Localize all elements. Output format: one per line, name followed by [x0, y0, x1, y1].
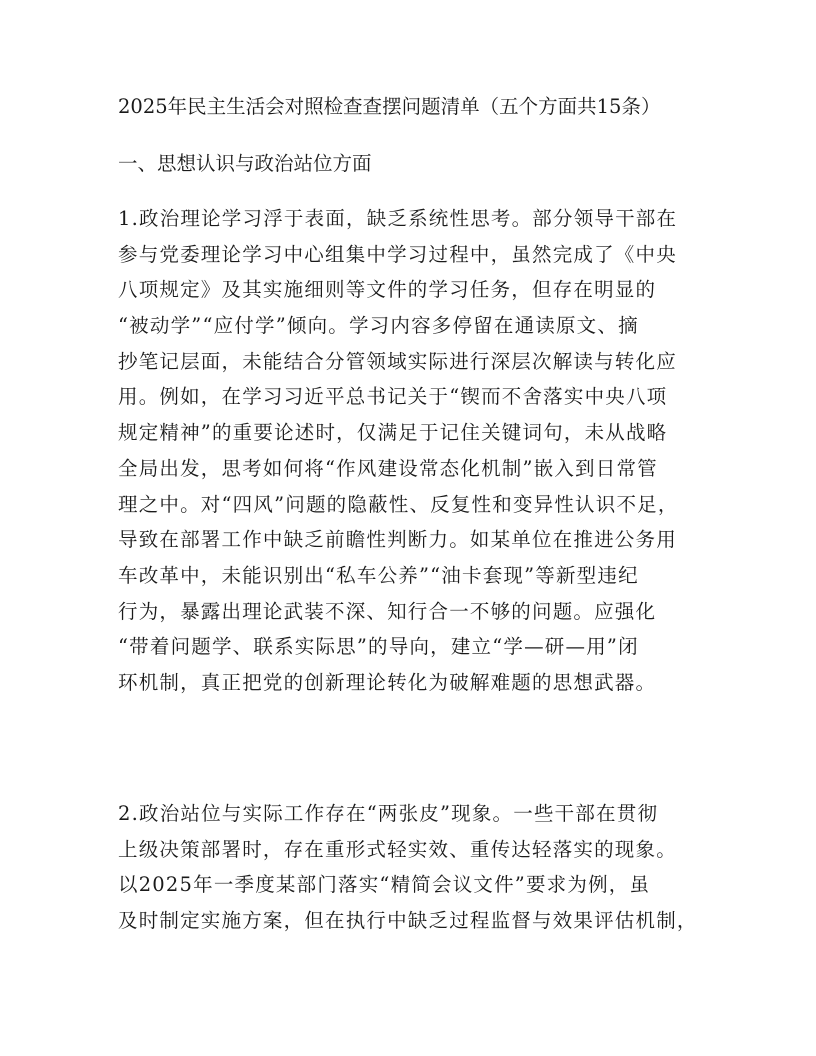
section-heading: 一、思想认识与政治站位方面: [118, 152, 372, 175]
paragraph-line: 上级决策部署时，存在重形式轻实效、重传达轻落实的现象。: [118, 837, 677, 861]
paragraph-line: 导致在部署工作中缺乏前瞻性判断力。如某单位在推进公务用: [118, 528, 677, 552]
paragraph-line: “被动学”“应付学”倾向。学习内容多停留在通读原文、摘: [118, 314, 639, 338]
paragraph-line: 环机制，真正把党的创新理论转化为破解难题的思想武器。: [118, 670, 657, 694]
paragraph-line: 以2025年一季度某部门落实“精简会议文件”要求为例，虽: [118, 873, 651, 897]
paragraph-line: 车改革中，未能识别出“私车公养”“油卡套现”等新型违纪: [118, 563, 639, 587]
document-title: 2025年民主生活会对照检查查摆问题清单（五个方面共15条）: [118, 95, 661, 118]
paragraph-line: 全局出发，思考如何将“作风建设常态化机制”嵌入到日常管: [118, 456, 658, 480]
paragraph-line: 抄笔记层面，未能结合分管领域实际进行深层次解读与转化应: [118, 349, 677, 373]
paragraph-line: “带着问题学、联系实际思”的导向，建立“学—研—用”闭: [118, 635, 639, 659]
paragraph-line: 参与党委理论学习中心组集中学习过程中，虽然完成了《中央: [118, 242, 677, 266]
paragraph-line: 规定精神”的重要论述时，仅满足于记住关键词句，未从战略: [118, 421, 668, 445]
paragraph-line: 1.政治理论学习浮于表面，缺乏系统性思考。部分领导干部在: [118, 207, 678, 230]
paragraph-line: 八项规定》及其实施细则等文件的学习任务，但存在明显的: [118, 278, 657, 302]
paragraph-line: 理之中。对“四风”问题的隐蔽性、反复性和变异性认识不足，: [118, 492, 679, 516]
paragraph-line: 2.政治站位与实际工作存在“两张皮”现象。一些干部在贯彻: [118, 802, 659, 825]
paragraph-1: [118, 201, 708, 701]
paragraph-line: 行为，暴露出理论武装不深、知行合一不够的问题。应强化: [118, 599, 657, 623]
paragraph-2: [118, 796, 708, 939]
paragraph-line: 用。例如，在学习习近平总书记关于“锲而不舍落实中央八项: [118, 385, 668, 409]
paragraph-line: 及时制定实施方案，但在执行中缺乏过程监督与效果评估机制，: [118, 909, 698, 933]
